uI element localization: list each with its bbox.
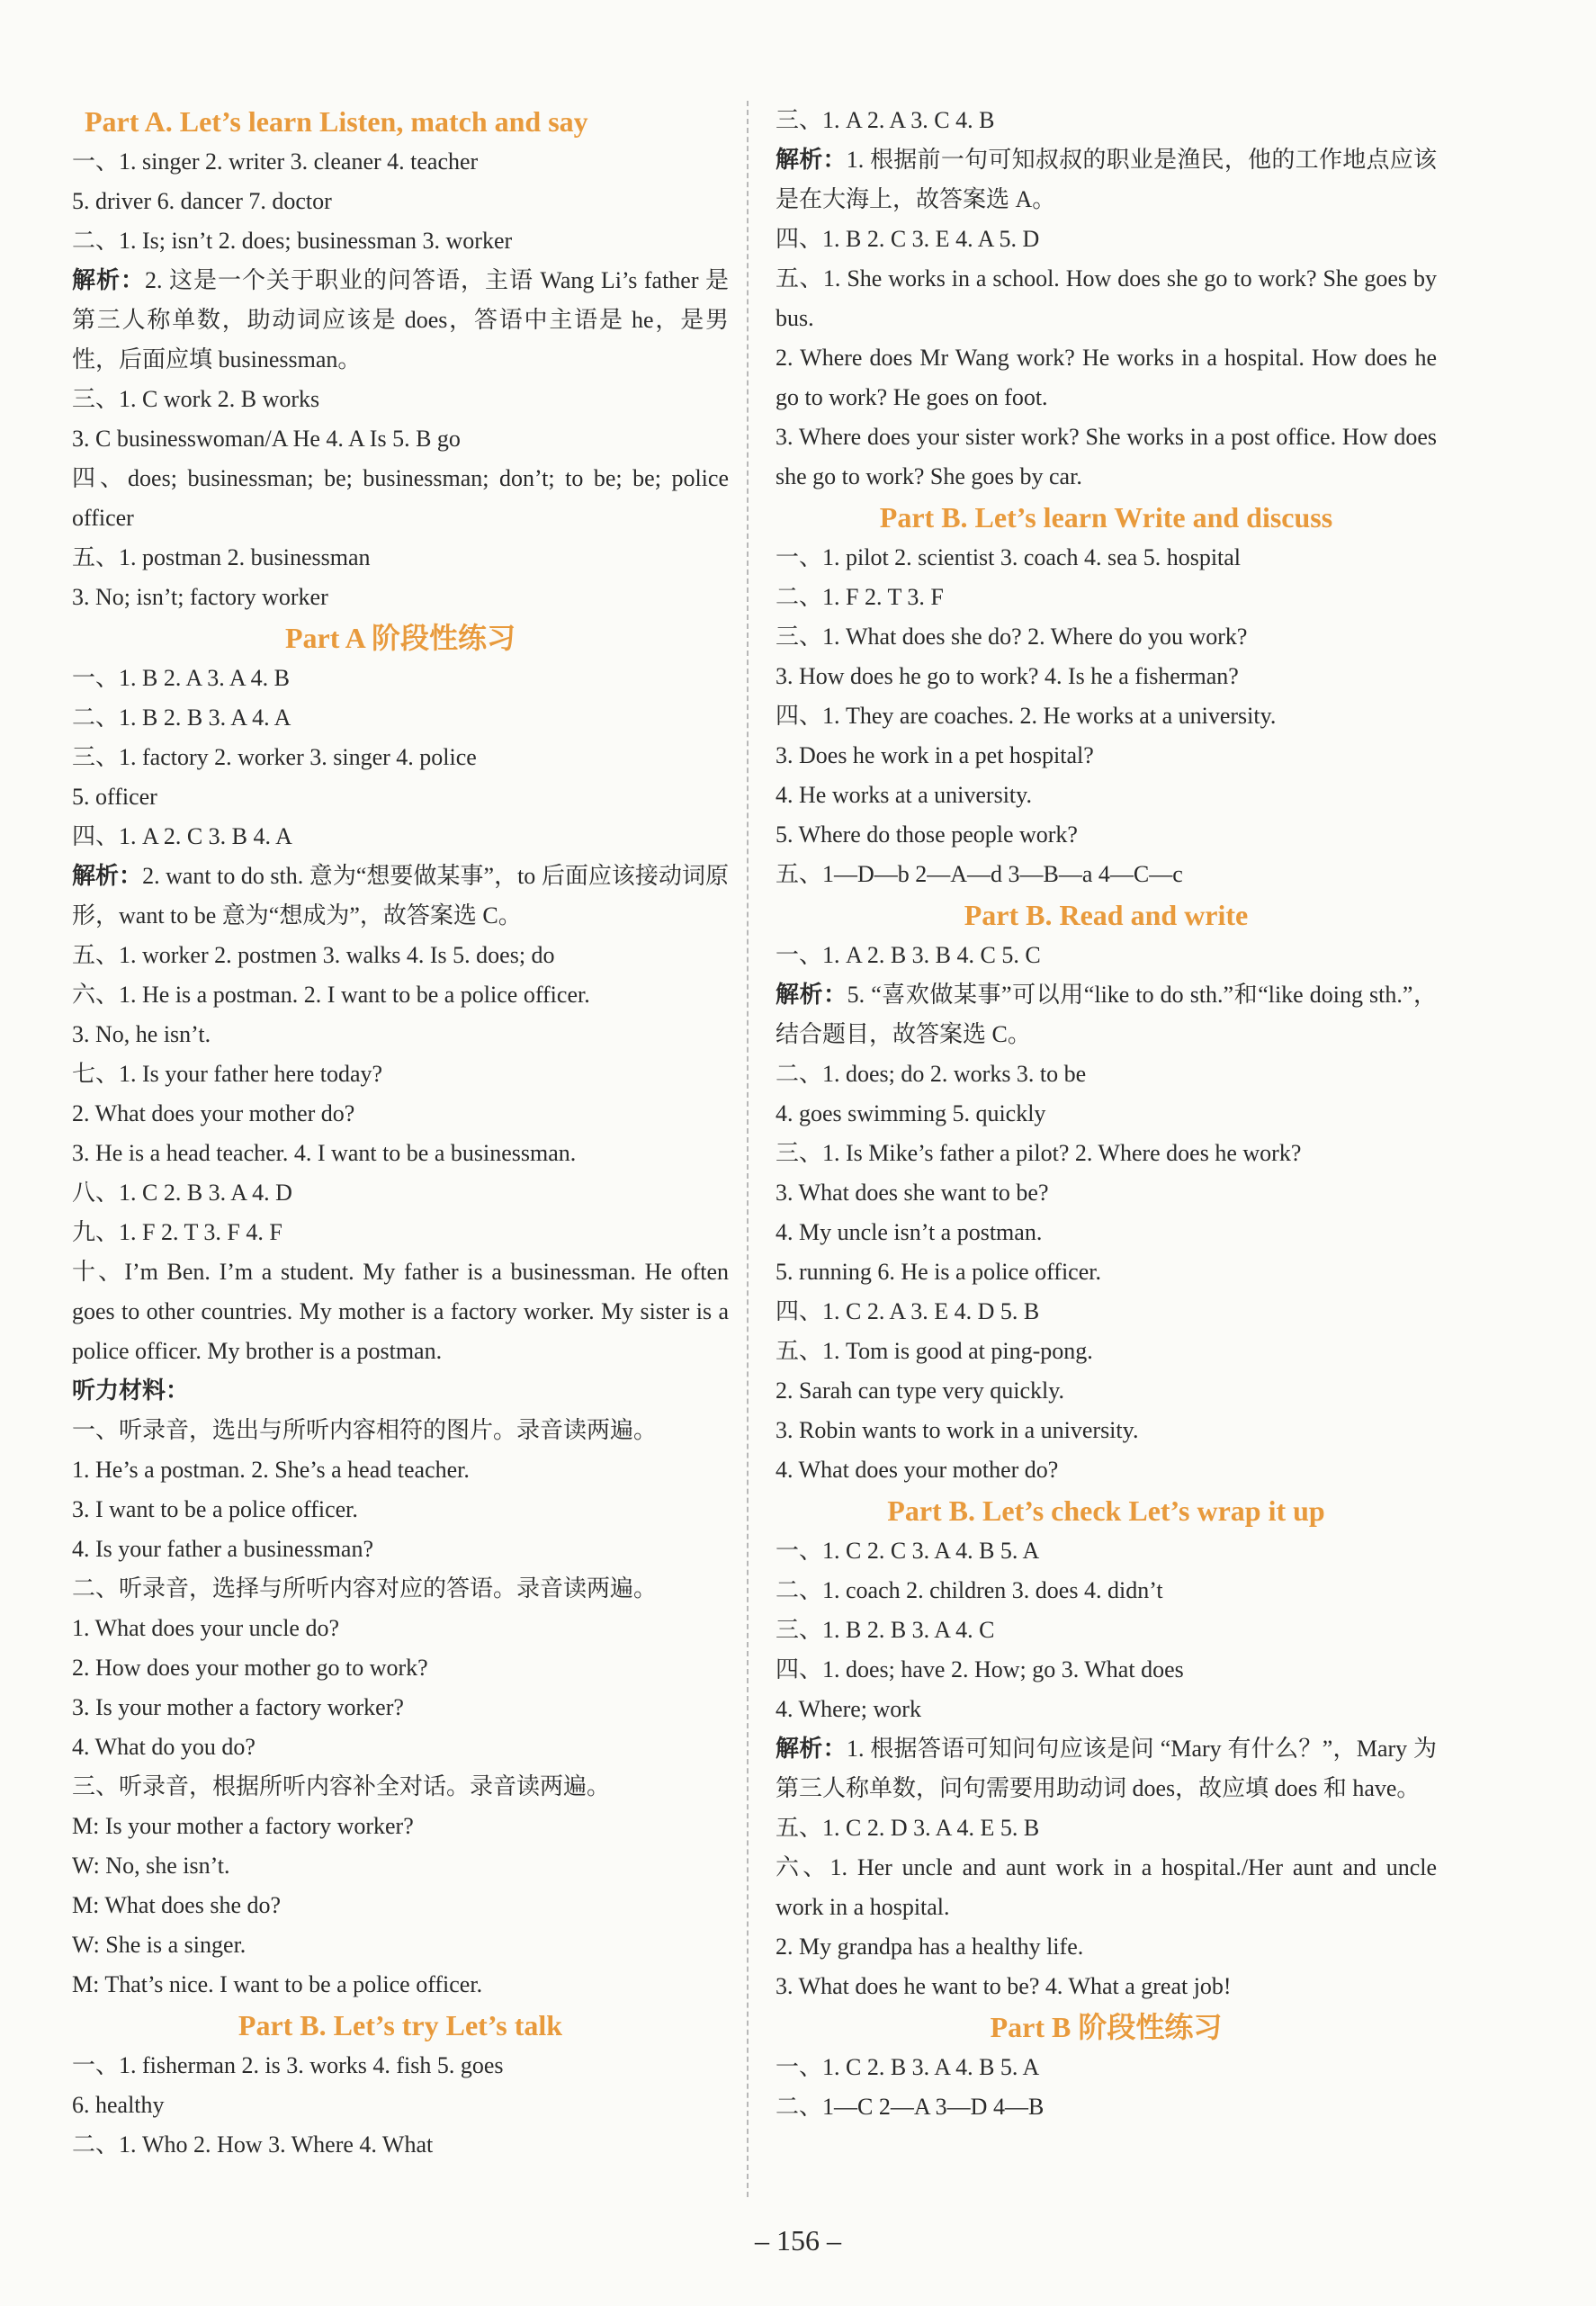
answer-line: 一、1. C 2. B 3. A 4. B 5. A bbox=[776, 2054, 1040, 2080]
answer-line: 4. Where; work bbox=[776, 1696, 921, 1722]
listening-line: W: No, she isn’t. bbox=[72, 1853, 230, 1879]
answer-line: 5. driver 6. dancer 7. doctor bbox=[72, 188, 332, 214]
listening-line: 1. He’s a postman. 2. She’s a head teacher. bbox=[72, 1457, 470, 1483]
answer-paragraph: 3. Where does your sister work? She works in a post office. How does she go to work? She goes by car. bbox=[776, 424, 1437, 489]
section-title-part-b-read-and-write: Part B. Read and write bbox=[964, 899, 1249, 931]
listening-line: W: She is a singer. bbox=[72, 1932, 247, 1958]
analysis-note bbox=[776, 140, 1437, 220]
answer-line: 3. Robin wants to work in a university. bbox=[776, 1417, 1139, 1443]
answer-line: 2. My grandpa has a healthy life. bbox=[776, 1934, 1084, 1960]
answer-line: 5. officer bbox=[72, 784, 157, 810]
answer-line: 二、1. B 2. B 3. A 4. A bbox=[72, 704, 291, 731]
answer-line: 三、1. B 2. B 3. A 4. C bbox=[776, 1617, 995, 1643]
section-title-part-b-practice: Part B 阶段性练习 bbox=[990, 2011, 1223, 2043]
answer-line: 五、1. C 2. D 3. A 4. E 5. B bbox=[776, 1815, 1040, 1841]
answer-line: 一、1. pilot 2. scientist 3. coach 4. sea 5. hospital bbox=[776, 544, 1242, 570]
answer-line: 4. What does your mother do? bbox=[776, 1457, 1059, 1483]
analysis-label: 解析： bbox=[776, 1736, 847, 1762]
analysis-text: 1. 根据答语可知问句应该是问 “Mary 有什么？”，Mary 为第三人称单数，问句需要用助动词 does，故应填 does 和 have。 bbox=[776, 1736, 1437, 1801]
answer-line: 六、1. He is a postman. 2. I want to be a police officer. bbox=[72, 982, 590, 1008]
answer-line: 3. He is a head teacher. 4. I want to be a businessman. bbox=[72, 1140, 577, 1166]
right-column bbox=[776, 101, 1437, 2127]
answer-line: 5. running 6. He is a police officer. bbox=[776, 1259, 1101, 1285]
answer-line: 一、1. C 2. C 3. A 4. B 5. A bbox=[776, 1538, 1040, 1564]
answer-line: 五、1. postman 2. businessman bbox=[72, 544, 371, 570]
answer-line: 二、1. Is; isn’t 2. does; businessman 3. worker bbox=[72, 228, 513, 254]
answer-line: 2. Sarah can type very quickly. bbox=[776, 1377, 1065, 1404]
listening-line: 4. Is your father a businessman? bbox=[72, 1536, 374, 1562]
answer-line: 二、1. coach 2. children 3. does 4. didn’t bbox=[776, 1577, 1163, 1603]
answer-line: 三、1. Is Mike’s father a pilot? 2. Where does he work? bbox=[776, 1140, 1302, 1166]
answer-line: 四、1. They are coaches. 2. He works at a university. bbox=[776, 703, 1277, 729]
answer-line: 4. goes swimming 5. quickly bbox=[776, 1100, 1046, 1126]
answer-line: 5. Where do those people work? bbox=[776, 821, 1078, 848]
page-number: – 156 – bbox=[755, 2224, 841, 2257]
answer-line: 2. What does your mother do? bbox=[72, 1100, 355, 1126]
listening-line: 3. Is your mother a factory worker? bbox=[72, 1694, 404, 1720]
analysis-text: 5. “喜欢做某事”可以用“like to do sth.”和“like doing sth.”，结合题目，故答案选 C。 bbox=[776, 982, 1437, 1047]
answer-paragraph: 五、1. She works in a school. How does she go to work? She goes by bus. bbox=[776, 265, 1437, 331]
answer-line: 四、1. B 2. C 3. E 4. A 5. D bbox=[776, 226, 1040, 252]
analysis-text: 1. 根据前一句可知叔叔的职业是渔民，他的工作地点应该是在大海上，故答案选 A。 bbox=[776, 147, 1437, 212]
answer-line: 一、1. singer 2. writer 3. cleaner 4. teacher bbox=[72, 148, 479, 175]
listening-line: 3. I want to be a police officer. bbox=[72, 1496, 358, 1522]
answer-line: 二、1. does; do 2. works 3. to be bbox=[776, 1061, 1087, 1087]
listening-line: 三、听录音，根据所听内容补全对话。录音读两遍。 bbox=[72, 1773, 611, 1799]
section-title-part-b-lets-try: Part B. Let’s try Let’s talk bbox=[238, 2009, 563, 2041]
answer-line: 3. What does she want to be? bbox=[776, 1180, 1049, 1206]
analysis-note bbox=[776, 975, 1437, 1054]
answer-line: 4. My uncle isn’t a postman. bbox=[776, 1219, 1043, 1245]
answer-line: 二、1. F 2. T 3. F bbox=[776, 584, 944, 610]
answer-paragraph: 2. Where does Mr Wang work? He works in a hospital. How does he go to work? He goes on foot. bbox=[776, 345, 1437, 410]
analysis-note bbox=[72, 857, 729, 936]
answer-line: 三、1. What does she do? 2. Where do you work? bbox=[776, 624, 1248, 650]
analysis-label: 解析： bbox=[776, 982, 847, 1008]
answer-line: 五、1. worker 2. postmen 3. walks 4. Is 5. does; do bbox=[72, 942, 555, 968]
answer-line: 七、1. Is your father here today? bbox=[72, 1061, 383, 1087]
answer-line: 3. How does he go to work? 4. Is he a fisherman? bbox=[776, 663, 1239, 689]
analysis-text: 2. 这是一个关于职业的问答语，主语 Wang Li’s father 是第三人称单数，助动词应该是 does，答语中主语是 he，是男性，后面应填 businessman。 bbox=[72, 267, 729, 372]
answer-line: 一、1. B 2. A 3. A 4. B bbox=[72, 665, 290, 691]
answer-line: 4. He works at a university. bbox=[776, 782, 1032, 808]
answer-line: 九、1. F 2. T 3. F 4. F bbox=[72, 1219, 282, 1245]
answer-paragraph: 六、1. Her uncle and aunt work in a hospital./Her aunt and uncle work in a hospital. bbox=[776, 1854, 1437, 1920]
listening-line: 二、听录音，选择与所听内容对应的答语。录音读两遍。 bbox=[72, 1575, 658, 1602]
analysis-note bbox=[776, 1729, 1437, 1808]
answer-line: 五、1—D—b 2—A—d 3—B—a 4—C—c bbox=[776, 861, 1183, 887]
section-title-part-a-lets-learn: Part A. Let’s learn Listen, match and say bbox=[85, 105, 588, 138]
answer-line: 三、1. factory 2. worker 3. singer 4. police bbox=[72, 744, 477, 770]
analysis-label: 解析： bbox=[776, 147, 847, 173]
listening-line: 4. What do you do? bbox=[72, 1734, 256, 1760]
answer-paragraph: 四、does; businessman; be; businessman; don’t; to be; be; police officer bbox=[72, 465, 729, 531]
listening-line: 2. How does your mother go to work? bbox=[72, 1655, 428, 1681]
answer-line: 3. C businesswoman/A He 4. A Is 5. B go bbox=[72, 426, 461, 452]
analysis-text: 2. want to do sth. 意为“想要做某事”，to 后面应该接动词原形，want to be 意为“想成为”，故答案选 C。 bbox=[72, 863, 729, 929]
listening-line: 一、听录音，选出与所听内容相符的图片。录音读两遍。 bbox=[72, 1417, 658, 1443]
answer-line: 八、1. C 2. B 3. A 4. D bbox=[72, 1180, 292, 1206]
answer-line: 3. Does he work in a pet hospital? bbox=[776, 742, 1094, 768]
answer-line: 四、1. A 2. C 3. B 4. A bbox=[72, 823, 292, 849]
section-title-part-a-practice: Part A 阶段性练习 bbox=[285, 622, 516, 654]
listening-line: M: What does she do? bbox=[72, 1892, 282, 1918]
answer-paragraph: 十、I’m Ben. I’m a student. My father is a businessman. He often goes to other countries. My mother is a factory worker. My sister is a police officer. My brother is a postman. bbox=[72, 1259, 729, 1364]
answer-line: 3. No, he isn’t. bbox=[72, 1021, 211, 1047]
answer-line: 一、1. A 2. B 3. B 4. C 5. C bbox=[776, 942, 1041, 968]
answer-line: 五、1. Tom is good at ping-pong. bbox=[776, 1338, 1093, 1364]
analysis-label: 解析： bbox=[72, 267, 145, 293]
listening-line: 1. What does your uncle do? bbox=[72, 1615, 339, 1641]
answer-line: 四、1. C 2. A 3. E 4. D 5. B bbox=[776, 1298, 1040, 1324]
section-title-part-b-lets-learn: Part B. Let’s learn Write and discuss bbox=[879, 501, 1333, 534]
answer-line: 四、1. does; have 2. How; go 3. What does bbox=[776, 1656, 1184, 1682]
answer-line: 3. What does he want to be? 4. What a great job! bbox=[776, 1973, 1232, 1999]
listening-line: M: Is your mother a factory worker? bbox=[72, 1813, 414, 1839]
answer-line: 二、1. Who 2. How 3. Where 4. What bbox=[72, 2131, 434, 2158]
answer-line: 二、1—C 2—A 3—D 4—B bbox=[776, 2094, 1045, 2120]
answer-line: 三、1. C work 2. B works bbox=[72, 386, 320, 412]
answer-line: 6. healthy bbox=[72, 2092, 165, 2118]
listening-line: M: That’s nice. I want to be a police officer. bbox=[72, 1971, 483, 1997]
answer-line: 三、1. A 2. A 3. C 4. B bbox=[776, 107, 995, 133]
section-title-part-b-lets-check: Part B. Let’s check Let’s wrap it up bbox=[887, 1494, 1325, 1527]
listening-material-label: 听力材料： bbox=[72, 1377, 190, 1404]
column-divider bbox=[747, 101, 749, 2197]
left-column bbox=[72, 101, 729, 2165]
analysis-label: 解析： bbox=[72, 863, 143, 889]
answer-line: 一、1. fisherman 2. is 3. works 4. fish 5. goes bbox=[72, 2052, 504, 2078]
analysis-note bbox=[72, 261, 729, 380]
answer-line: 3. No; isn’t; factory worker bbox=[72, 584, 328, 610]
